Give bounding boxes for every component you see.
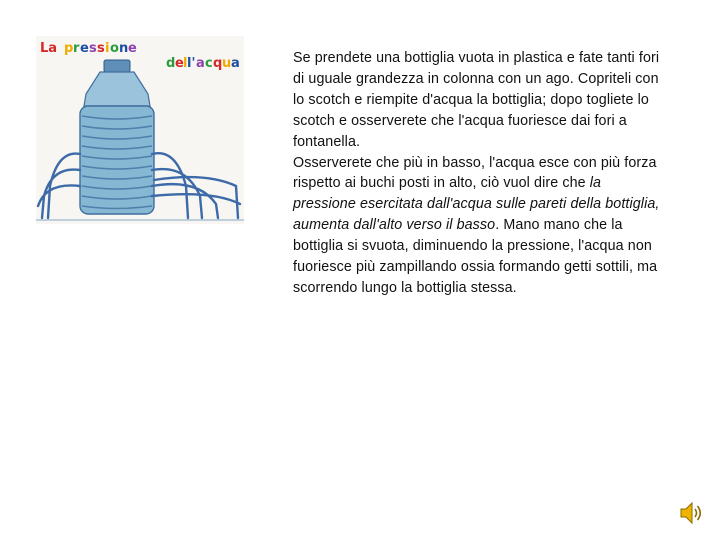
bottle-illustration (36, 36, 244, 224)
bottle-neck (84, 72, 150, 106)
svg-text:La: La (40, 41, 58, 56)
illustration-title-lettering (40, 41, 240, 71)
svg-text:l': l' (187, 56, 196, 71)
svg-text:a: a (196, 56, 205, 71)
svg-text:e: e (80, 41, 89, 56)
svg-text:i: i (105, 41, 110, 56)
svg-text:d: d (166, 56, 176, 71)
paragraph-2-start: Osserverete che più in basso, l'acqua esce con più forza rispetto ai buchi posti in alto, ciò vuol dire che (293, 154, 657, 192)
svg-text:e: e (128, 41, 137, 56)
explanation-text (293, 48, 665, 299)
paragraph-2-italic: la pressione esercitata dall'acqua sulle pareti della bottiglia, aumenta dall'alto verso il basso (293, 175, 660, 234)
bottle-drawing (36, 36, 244, 224)
svg-text:e: e (175, 56, 184, 71)
svg-text:q: q (213, 56, 223, 71)
svg-text:s: s (97, 41, 105, 56)
paragraph-2 (293, 153, 665, 299)
paragraph-2-end: . Mano mano che la bottiglia si svuota, diminuendo la pressione, l'acqua non fuoriesce più zampillando ossia formando getti sottili, ma scorrendo lungo la bottiglia stessa. (293, 217, 658, 296)
paragraph-1: Se prendete una bottiglia vuota in plastica e fate tanti fori di uguale grandezza in colonna con un ago. Copriteli con lo scotch e riempite d'acqua la bottiglia; dopo togliete lo scotch e osserverete che l'acqua fuoriesce dai fori a fontanella. (293, 50, 660, 150)
svg-text:p: p (64, 41, 74, 56)
speaker-icon[interactable] (678, 499, 704, 527)
bottle-cap (104, 60, 130, 72)
svg-text:r: r (73, 41, 80, 56)
svg-text:c: c (205, 56, 213, 71)
svg-text:a: a (231, 56, 240, 71)
svg-text:o: o (110, 41, 119, 56)
svg-text:l: l (183, 56, 188, 71)
svg-text:u: u (222, 56, 232, 71)
svg-text:s: s (89, 41, 97, 56)
svg-text:n: n (119, 41, 129, 56)
